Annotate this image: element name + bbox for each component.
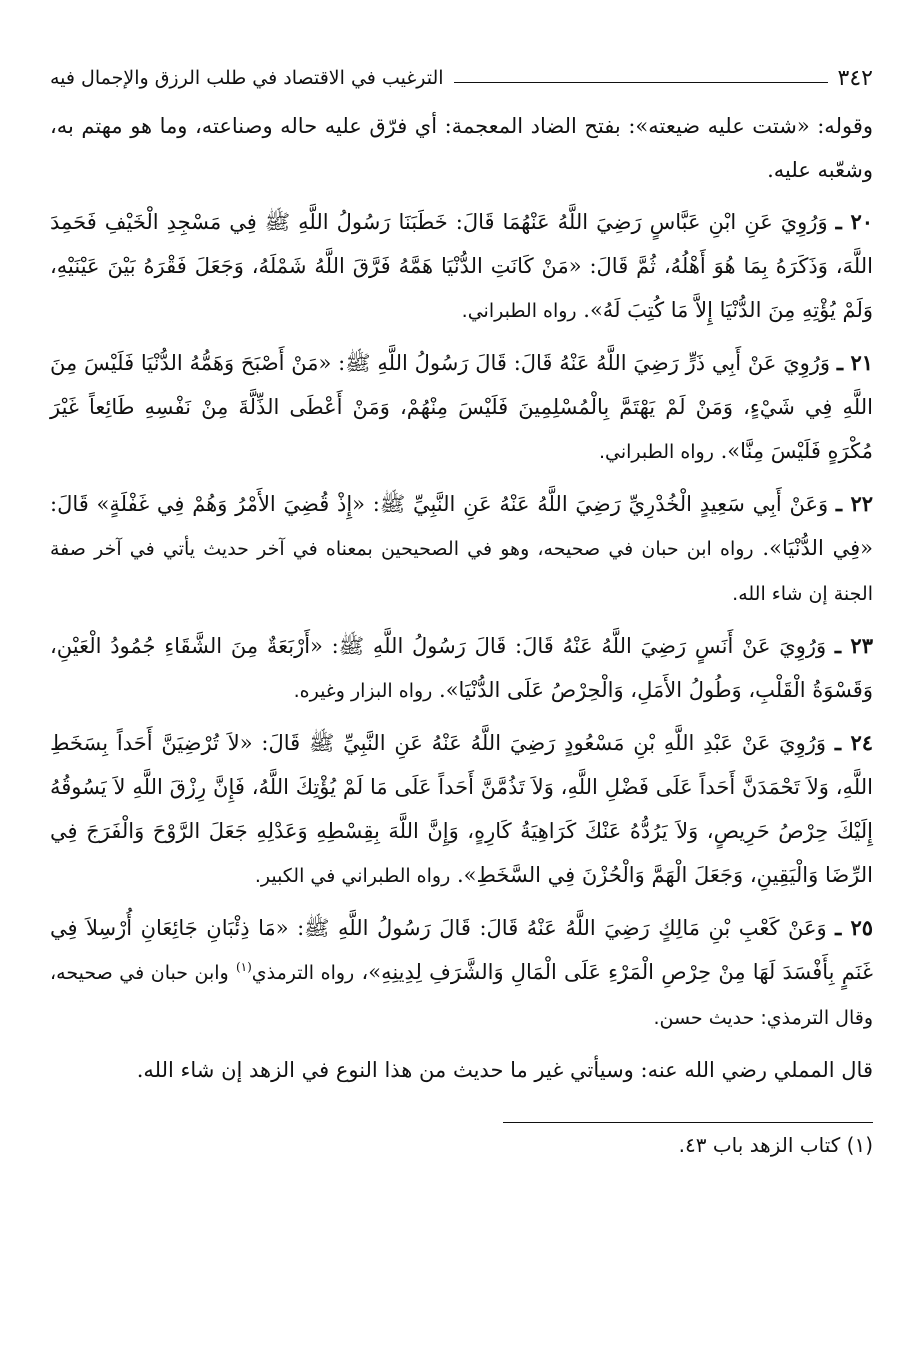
hadith-number: ٢٠ ـ [835, 209, 873, 234]
header-rule [454, 82, 828, 83]
hadith-text: وَرُوِيَ عَنْ أَنَسٍ رَضِيَ اللَّهُ عَنْهُ قَالَ: قَالَ رَسُولُ اللَّهِ ﷺ: «أَرْبَعَةٌ مِنَ الشَّقَاءِ جُمُودُ الْعَيْنِ، وَقَسْوَةُ الْقَلْبِ، وَطُولُ الأَمَلِ، وَالْحِرْصُ عَلَى الدُّنْيَا». [50, 634, 873, 702]
hadith-text: وَعَنْ كَعْبِ بْنِ مَالِكٍ رَضِيَ اللَّهُ عَنْهُ قَالَ: قَالَ رَسُولُ اللَّهِ ﷺ: «مَا ذِئْبَانِ جَائِعَانِ أُرْسِلاَ فِي غَنَمٍ بِأَفْسَدَ لَهَا مِنْ حِرْصِ الْمَرْءِ عَلَى الْمَالِ وَالشَّرَفِ لِدِينِهِ»، [50, 916, 873, 984]
hadith-25 [50, 906, 873, 1040]
hadith-24 [50, 721, 873, 898]
closing-paragraph: قال المملي رضي الله عنه: وسيأتي غير ما حديث من هذا النوع في الزهد إن شاء الله. [136, 1058, 873, 1082]
footnote-text: كتاب الزهد باب ٤٣. [678, 1133, 841, 1157]
footnote [50, 1133, 873, 1157]
hadith-23 [50, 624, 873, 713]
header-title: الترغيب في الاقتصاد في طلب الرزق والإجمال فيه [50, 67, 444, 89]
hadith-20 [50, 200, 873, 333]
intro-paragraph: وقوله: «شتت عليه ضيعته»: بفتح الضاد المعجمة: أي فرّق عليه حاله وصناعته، وما هو مهتم به، وشعّبه عليه. [50, 114, 873, 182]
hadith-text: وَرُوِيَ عَنْ أَبِي ذَرٍّ رَضِيَ اللَّهُ عَنْهُ قَالَ: قَالَ رَسُولُ اللَّهِ ﷺ: «مَنْ أَصْبَحَ وَهَمُّهُ الدُّنْيَا فَلَيْسَ مِنَ اللَّهِ فِي شَيْءٍ، وَمَنْ لَمْ يَهْتَمَّ بِالْمُسْلِمِينَ فَلَيْسَ مِنْهُمْ، وَمَنْ أَعْطَى الذِّلَّةَ مِنْ نَفْسِهِ طَائِعاً غَيْرَ مُكْرَهٍ فَلَيْسَ مِنَّا». [50, 351, 873, 463]
hadith-number: ٢١ ـ [836, 350, 873, 375]
hadith-text: وَعَنْ أَبِي سَعِيدٍ الْخُدْرِيِّ رَضِيَ اللَّهُ عَنْهُ عَنِ النَّبِيِّ ﷺ: «إِذْ قُضِيَ الأَمْرُ وَهُمْ فِي غَفْلَةٍ» قَالَ: «فِي الدُّنْيَا». [50, 492, 873, 560]
running-header [50, 58, 873, 98]
footnote-reference[interactable]: (١) [235, 960, 252, 974]
hadith-source: رواه الطبراني. [461, 300, 577, 322]
hadith-text: وَرُوِيَ عَنْ عَبْدِ اللَّهِ بْنِ مَسْعُودٍ رَضِيَ اللَّهُ عَنْهُ عَنِ النَّبِيِّ ﷺ قَالَ: «لاَ تُرْضِيَنَّ أَحَداً بِسَخَطِ اللَّهِ، وَلاَ تَحْمَدَنَّ أَحَداً عَلَى فَضْلِ اللَّهِ، وَلاَ تَذُمَّنَّ أَحَداً عَلَى مَا لَمْ يُؤْتِكَ اللَّهُ، فَإِنَّ رِزْقَ اللَّهِ لاَ يَسُوقُهُ إِلَيْكَ حِرْصُ حَرِيصٍ، وَلاَ يَرُدُّهُ عَنْكَ كَرَاهِيَةُ كَارِهٍ، وَإِنَّ اللَّهَ بِقِسْطِهِ وَعَدْلِهِ جَعَلَ الرَّوْحَ وَالْفَرَجَ فِي الرِّضَا وَالْيَقِينِ، وَجَعَلَ الْهَمَّ وَالْحُزْنَ فِي السَّخَطِ». [50, 731, 873, 887]
hadith-21 [50, 341, 873, 474]
hadith-source: رواه ابن حبان في صحيحه، وهو في الصحيحين بمعناه في آخر حديث يأتي في آخر صفة الجنة إن شاء الله. [50, 538, 873, 605]
hadith-source: رواه الطبراني في الكبير. [254, 865, 451, 887]
hadith-number: ٢٢ ـ [835, 491, 873, 516]
footnote-separator [503, 1122, 873, 1123]
hadith-text: وَرُوِيَ عَنِ ابْنِ عَبَّاسٍ رَضِيَ اللَّهُ عَنْهُمَا قَالَ: خَطَبَنَا رَسُولُ اللَّهِ ﷺ فِي مَسْجِدِ الْخَيْفِ فَحَمِدَ اللَّهَ، وَذَكَرَهُ بِمَا هُوَ أَهْلُهُ، ثُمَّ قَالَ: «مَنْ كَانَتِ الدُّنْيَا هَمَّهُ فَرَّقَ اللَّهُ شَمْلَهُ، وَجَعَلَ فَقْرَهُ بَيْنَ عَيْنَيْهِ، وَلَمْ يُؤْتِهِ مِنَ الدُّنْيَا إِلاَّ مَا كُتِبَ لَهُ». [50, 210, 873, 322]
hadith-22 [50, 482, 873, 616]
hadith-source-tail: وابن حبان في صحيحه، وقال الترمذي: حديث حسن. [50, 962, 873, 1029]
page-number: ٣٤٢ [837, 65, 873, 91]
hadith-source: رواه البزار وغيره. [293, 680, 433, 702]
hadith-source: رواه الترمذي [251, 962, 355, 984]
hadith-source: رواه الطبراني. [598, 441, 714, 463]
hadith-number: ٢٥ ـ [835, 915, 873, 940]
hadith-number: ٢٤ ـ [834, 730, 874, 755]
hadith-number: ٢٣ ـ [834, 633, 873, 658]
footnote-marker: (١) [846, 1133, 873, 1157]
